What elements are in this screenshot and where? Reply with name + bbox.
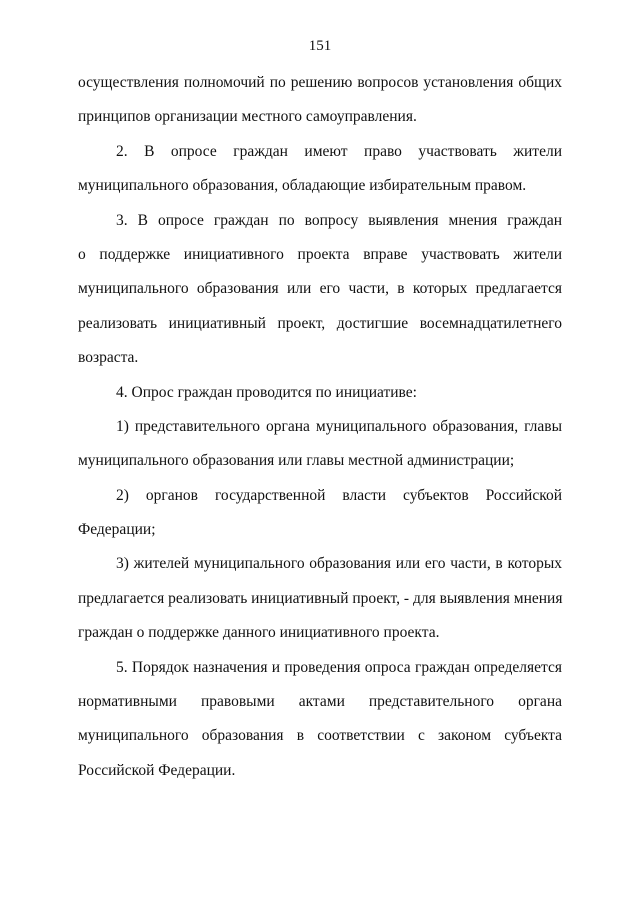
text-line: 2) органов государственной власти субъектов Российской: [116, 486, 562, 504]
text-line: 3) жителей муниципального образования или его части, в которых: [116, 555, 562, 573]
text-line: муниципального образования или его части, в которых предлагается: [78, 280, 562, 298]
text-line: 5. Порядок назначения и проведения опроса граждан определяется: [116, 658, 562, 676]
text-line: возраста.: [78, 349, 139, 367]
text-line: о поддержке инициативного проекта вправе участвовать жители: [78, 245, 562, 263]
text-line: Российской Федерации.: [78, 761, 236, 779]
text-line: 2. В опросе граждан имеют право участвовать жители: [116, 142, 562, 160]
text-line: муниципального образования или главы местной администрации;: [78, 452, 515, 470]
text-line: муниципального образования, обладающие избирательным правом.: [78, 177, 527, 195]
document-body: [78, 73, 562, 795]
text-line: муниципального образования в соответствии с законом субъекта: [78, 727, 562, 745]
text-line: 3. В опросе граждан по вопросу выявления мнения граждан: [116, 211, 562, 229]
text-line: предлагается реализовать инициативный проект, - для выявления мнения: [78, 589, 563, 607]
page-number: 151: [308, 38, 332, 54]
text-line: граждан о поддержке данного инициативного проекта.: [78, 624, 440, 642]
text-line: 4. Опрос граждан проводится по инициативе:: [116, 383, 417, 401]
text-line: реализовать инициативный проект, достигшие восемнадцатилетнего: [78, 314, 562, 332]
text-line: осуществления полномочий по решению вопросов установления общих: [78, 74, 562, 91]
text-line: принципов организации местного самоуправления.: [78, 108, 417, 126]
text-line: нормативными правовыми актами представительного органа: [78, 693, 562, 711]
text-line: 1) представительного органа муниципального образования, главы: [116, 417, 562, 435]
text-line: Федерации;: [78, 521, 156, 539]
